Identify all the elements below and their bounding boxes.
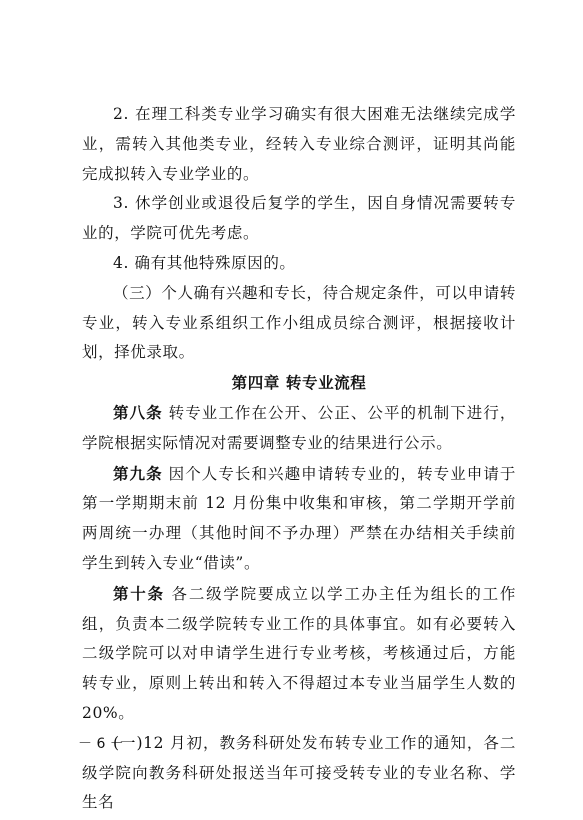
paragraph-item-three: （三）个人确有兴趣和专长，待合规定条件，可以申请转专业，转入专业系组织工作小组成员综合测评，根据接收计划，择优录取。 — [82, 283, 516, 362]
paragraph-item-3: 3. 休学创业或退役后复学的学生，因自身情况需要转专业的，学院可优先考虑。 — [82, 194, 516, 243]
article-8 — [82, 398, 516, 459]
article-8-label: 第八条 — [113, 402, 163, 422]
paragraph-item-2: 2. 在理工科类专业学习确实有很大困难无法继续完成学业，需转入其他类专业，经转入专业综合测评，证明其尚能完成拟转入专业学业的。 — [82, 105, 516, 183]
article-10-label: 第十条 — [113, 583, 165, 603]
page-number: － 6 － — [78, 736, 124, 752]
paragraph-item-one: (一)12 月初，教务科研处发布转专业工作的通知，各二级学院向教务科研处报送当年可接受转专业的专业名称、学生名 — [82, 733, 516, 812]
article-9-label: 第九条 — [113, 463, 163, 483]
article-8-text: 转专业工作在公开、公正、公平的机制下进行，学院根据实际情况对需要调整专业的结果进行公示。 — [82, 403, 516, 452]
article-9-text: 因个人专长和兴趣申请转专业的，转专业申请于第一学期期末前 12 月份集中收集和审核，第二学期开学前两周统一办理（其他时间不予办理）严禁在办结相关手续前学生到转入专业“借读”。 — [82, 464, 516, 572]
article-9 — [82, 459, 516, 579]
paragraph-item-4: 4. 确有其他特殊原因的。 — [113, 253, 296, 272]
chapter-heading: 第四章 转专业流程 — [231, 373, 367, 393]
document-body — [82, 100, 516, 818]
article-10-text: 各二级学院要成立以学工办主任为组长的工作组，负责本二级学院转专业工作的具体事宜。如有必要转入二级学院可以对申请学生进行专业考核，考核通过后，方能转专业，原则上转出和转入不得超过本专业当届学生人数的 20%。 — [82, 584, 516, 722]
article-10 — [82, 579, 516, 729]
